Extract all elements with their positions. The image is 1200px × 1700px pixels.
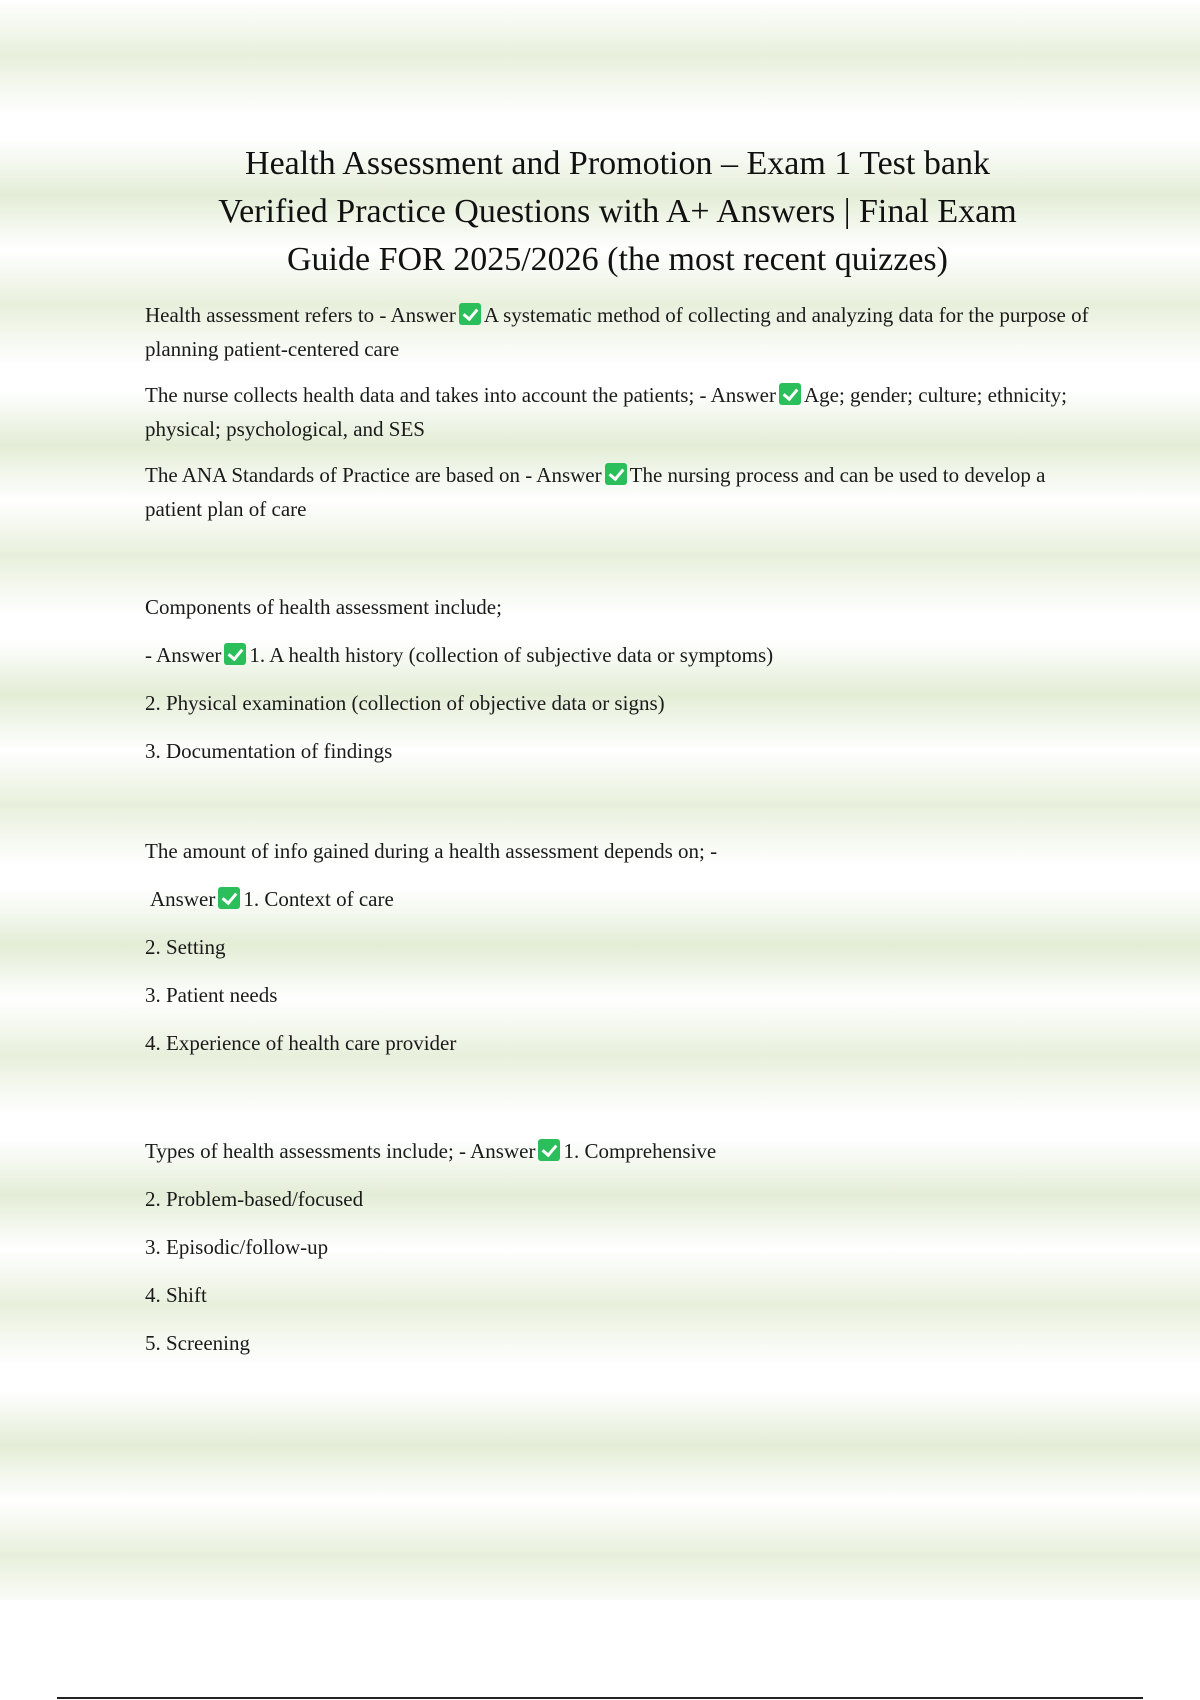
list-item: 4. Shift — [145, 1283, 207, 1307]
check-mark-icon — [459, 303, 481, 325]
list-item: 2. Physical examination (collection of objective data or signs) — [145, 691, 665, 715]
list-item: 3. Episodic/follow-up — [145, 1235, 329, 1259]
qa-item-5 — [145, 834, 1090, 1060]
question-text: The amount of info gained during a health assessment depends on; - — [145, 839, 718, 863]
check-mark-icon — [218, 887, 240, 909]
answer-first-line — [145, 1134, 1090, 1168]
document-title — [145, 140, 1090, 284]
section-spacer — [145, 538, 1090, 590]
answer-text: Age; gender; culture; ethnicity; physical; psychological, and SES — [145, 383, 1067, 441]
title-line-2: Verified Practice Questions with A+ Answers | Final Exam — [218, 193, 1017, 230]
question-text: Components of health assessment include; — [145, 595, 502, 619]
list-item: 3. Documentation of findings — [145, 739, 393, 763]
answer-text: 1. Context of care — [243, 887, 394, 911]
list-item: 3. Patient needs — [145, 983, 278, 1007]
answer-first-line — [145, 638, 1090, 672]
check-mark-icon — [224, 643, 246, 665]
answer-text: 1. Comprehensive — [563, 1139, 717, 1163]
list-item: 2. Problem-based/focused — [145, 1187, 364, 1211]
qa-item-6 — [145, 1134, 1090, 1360]
qa-item-1 — [145, 298, 1090, 366]
answer-prefix: - Answer — [145, 643, 222, 667]
question-text: Health assessment refers to - Answer — [145, 303, 456, 327]
document-body — [145, 140, 1090, 1374]
answer-text: 1. A health history (collection of subjective data or symptoms) — [249, 643, 774, 667]
qa-item-4 — [145, 590, 1090, 768]
qa-item-2 — [145, 378, 1090, 446]
answer-text: A systematic method of collecting and analyzing data for the purpose of planning patient-centered care — [145, 303, 1089, 361]
question-text: The ANA Standards of Practice are based on - Answer — [145, 463, 602, 487]
list-item: 5. Screening — [145, 1331, 250, 1355]
check-mark-icon — [605, 463, 627, 485]
footer-divider — [57, 1697, 1143, 1699]
answer-prefix: Answer — [150, 887, 216, 911]
question-text: Types of health assessments include; - Answer — [145, 1139, 536, 1163]
section-spacer — [145, 1074, 1090, 1134]
answer-first-line — [145, 882, 1090, 916]
answer-text: The nursing process and can be used to develop a patient plan of care — [145, 463, 1046, 521]
question-text: The nurse collects health data and takes into account the patients; - Answer — [145, 383, 776, 407]
title-line-1: Health Assessment and Promotion – Exam 1 Test bank — [245, 145, 990, 182]
check-mark-icon — [779, 383, 801, 405]
list-item: 2. Setting — [145, 935, 226, 959]
section-spacer — [145, 782, 1090, 834]
list-item: 4. Experience of health care provider — [145, 1031, 457, 1055]
title-line-3: Guide FOR 2025/2026 (the most recent quizzes) — [287, 241, 948, 278]
qa-item-3 — [145, 458, 1090, 526]
check-mark-icon — [538, 1139, 560, 1161]
